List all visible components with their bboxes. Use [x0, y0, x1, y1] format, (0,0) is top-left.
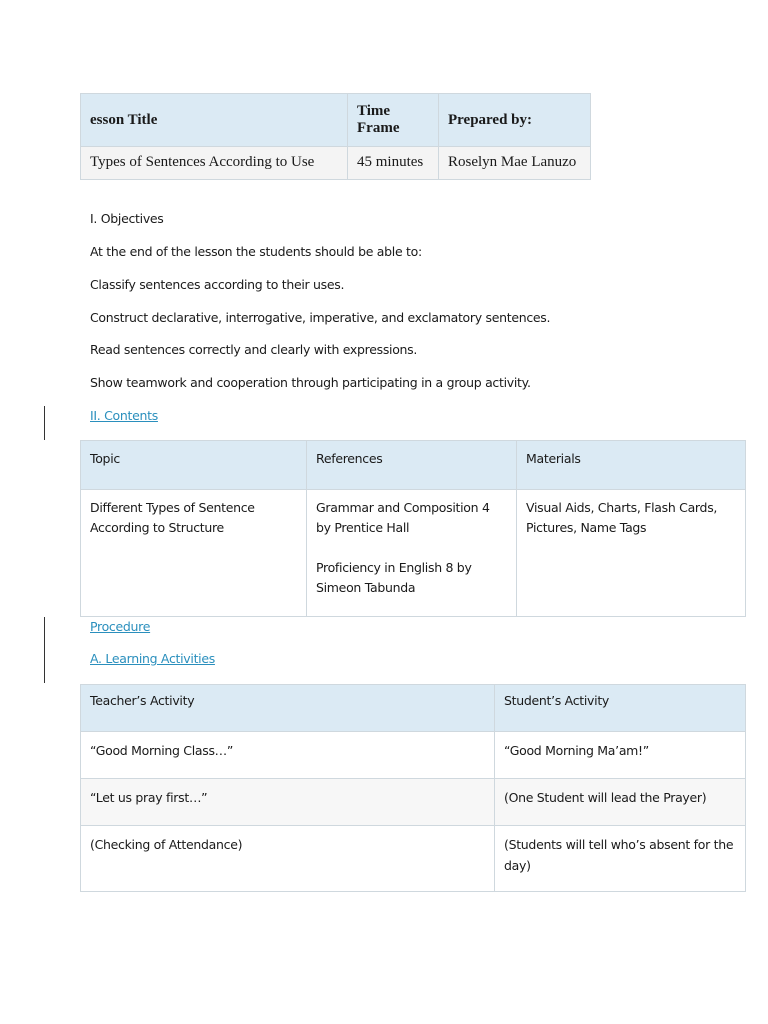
time-frame-cell: 45 minutes: [348, 147, 439, 180]
student-activity-header: Student’s Activity: [495, 685, 746, 732]
change-bar: [44, 406, 45, 440]
contents-heading-link[interactable]: II. Contents: [90, 408, 158, 423]
teacher-activity-cell: (Checking of Attendance): [81, 826, 495, 892]
prepared-by-header: Prepared by:: [439, 94, 591, 147]
references-header: References: [307, 441, 517, 490]
lesson-header-table: [80, 93, 591, 180]
teacher-activity-cell: “Good Morning Class…”: [81, 732, 495, 779]
teacher-activity-cell: “Let us pray first…”: [81, 779, 495, 826]
lesson-title-cell: Types of Sentences According to Use: [81, 147, 348, 180]
student-activity-cell: (Students will tell who’s absent for the day): [495, 826, 746, 892]
topic-text: Different Types of Sentence According to Structure: [90, 500, 255, 535]
topic-header: Topic: [81, 441, 307, 490]
time-frame-header: Time Frame: [348, 94, 439, 147]
objectives-intro: At the end of the lesson the students should be able to:: [90, 244, 422, 259]
objective-item: Classify sentences according to their uses.: [90, 277, 345, 292]
objective-item: Show teamwork and cooperation through participating in a group activity.: [90, 375, 531, 390]
materials-text: Visual Aids, Charts, Flash Cards, Pictures, Name Tags: [526, 500, 718, 535]
references-cell: [307, 490, 517, 617]
objective-item: Read sentences correctly and clearly with expressions.: [90, 342, 418, 357]
materials-cell: [517, 490, 746, 617]
objective-item: Construct declarative, interrogative, imperative, and exclamatory sentences.: [90, 310, 551, 325]
materials-header: Materials: [517, 441, 746, 490]
contents-table: [80, 440, 746, 617]
learning-activities-link[interactable]: A. Learning Activities: [90, 651, 215, 666]
student-activity-cell: “Good Morning Ma’am!”: [495, 732, 746, 779]
student-activity-cell: (One Student will lead the Prayer): [495, 779, 746, 826]
change-bar: [44, 617, 45, 683]
lesson-title-header: esson Title: [81, 94, 348, 147]
learning-activities-table: [80, 684, 746, 892]
objectives-heading: I. Objectives: [90, 211, 164, 226]
teacher-activity-header: Teacher’s Activity: [81, 685, 495, 732]
reference-item: Grammar and Composition 4 by Prentice Hall: [316, 500, 490, 535]
topic-cell: [81, 490, 307, 617]
prepared-by-cell: Roselyn Mae Lanuzo: [439, 147, 591, 180]
procedure-heading-link[interactable]: Procedure: [90, 619, 151, 634]
reference-item: Proficiency in English 8 by Simeon Tabunda: [316, 560, 472, 595]
